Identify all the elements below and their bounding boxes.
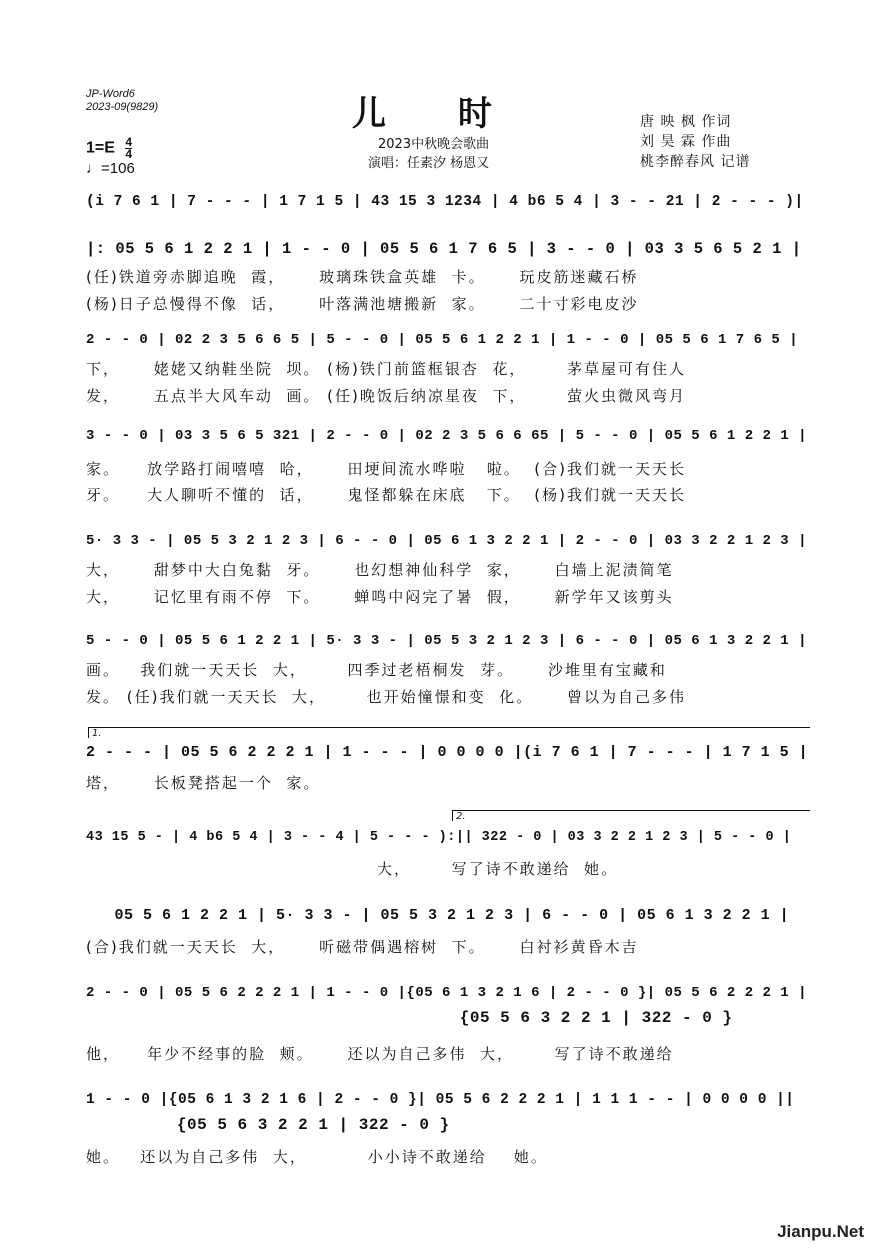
key-label: 1=E — [86, 139, 115, 157]
notation-row-1: |: 05 5 6 1 2 2 1 | 1 - - 0 | 05 5 6 1 7 6 5 | 3 - - 0 | 03 3 5 6 5 2 1 | — [86, 240, 802, 258]
credit-lyricist: 唐 映 枫 作词 — [640, 114, 732, 130]
subtitle: 2023中秋晚会歌曲 — [378, 137, 490, 152]
key-signature — [86, 137, 132, 160]
notation-row-9: 2 - - 0 | 05 5 6 2 2 2 1 | 1 - - 0 |{05 6 1 3 2 1 6 | 2 - - 0 }| 05 5 6 2 2 2 1 | — [86, 985, 808, 1001]
notation-row-5: 5 - - 0 | 05 5 6 1 2 2 1 | 5· 3 3 - | 05 5 3 2 1 2 3 | 6 - - 0 | 05 6 1 3 2 2 1 | — [86, 633, 808, 649]
lyric-row-7a: 大， 写了诗不敢递给 她。 — [86, 860, 619, 878]
lyric-row-2a: 下， 姥姥又纳鞋坐院 坝。 (杨)铁门前篮框银杏 花， 茅草屋可有住人 — [86, 360, 686, 378]
lyric-row-3a: 家。 放学路打闹嘻嘻 哈， 田埂间流水哗啦 啦。 (合)我们就一天天长 — [86, 460, 686, 478]
lyric-row-5a: 画。 我们就一天天长 大， 四季过老梧桐发 芽。 沙堆里有宝藏和 — [86, 661, 667, 679]
version-label: 2023-09(9829) — [86, 101, 159, 113]
performers: 演唱：任素汐 杨恩又 — [368, 156, 490, 171]
lyric-row-1a: (任)铁道旁赤脚追晚 霞， 玻璃珠铁盒英雄 卡。 玩皮筋迷藏石桥 — [86, 268, 639, 286]
lyric-row-8a: (合)我们就一天天长 大， 听磁带偶遇榕树 下。 白衬衫黄昏木吉 — [86, 938, 639, 956]
time-sig-top: 4 — [125, 135, 133, 149]
software-label: JP-Word6 — [86, 88, 135, 100]
volta-bracket-2: 2. — [452, 810, 810, 821]
lyric-row-5b: 发。 (任)我们就一天天长 大， 也开始憧憬和变 化。 曾以为自己多伟 — [86, 688, 686, 706]
notation-row-0: (i 7 6 1 | 7 - - - | 1 7 1 5 | 43 15 3 1234 | 4 b6 5 4 | 3 - - 21 | 2 - - - )| — [86, 194, 804, 210]
song-title: 儿 时 — [352, 94, 522, 134]
credits — [640, 112, 750, 172]
time-sig-bottom: 4 — [125, 147, 133, 161]
lyric-row-2b: 发， 五点半大风车动 画。 (任)晚饭后纳凉星夜 下， 萤火虫微风弯月 — [86, 387, 686, 405]
notation-row-10: 1 - - 0 |{05 6 1 3 2 1 6 | 2 - - 0 }| 05 5 6 2 2 2 1 | 1 1 1 - - | 0 0 0 0 || — [86, 1092, 795, 1108]
notation-row-7: 43 15 5 - | 4 b6 5 4 | 3 - - 4 | 5 - - - ):|| 322 - 0 | 03 3 2 2 1 2 3 | 5 - - 0 | — [86, 830, 792, 845]
lyric-row-10a: 她。 还以为自己多伟 大， 小小诗不敢递给 她。 — [86, 1148, 548, 1166]
notation-row-9-lower: {05 5 6 3 2 2 1 | 322 - 0 } — [86, 1009, 733, 1027]
notation-row-6: 2 - - - | 05 5 6 2 2 2 1 | 1 - - - | 0 0 0 0 |(i 7 6 1 | 7 - - - | 1 7 1 5 | — [86, 744, 809, 761]
notation-row-10-lower: {05 5 6 3 2 2 1 | 322 - 0 } — [86, 1116, 450, 1134]
lyric-row-1b: (杨)日子总慢得不像 话， 叶落满池塘搬新 家。 二十寸彩电皮沙 — [86, 295, 639, 313]
credit-transcriber: 桃李醉春风 记谱 — [640, 154, 751, 170]
notation-row-8: 05 5 6 1 2 2 1 | 5· 3 3 - | 05 5 3 2 1 2 3 | 6 - - 0 | 05 6 1 3 2 2 1 | — [86, 907, 790, 924]
lyric-row-9a: 他， 年少不经事的脸 颊。 还以为自己多伟 大， 写了诗不敢递给 — [86, 1045, 674, 1063]
lyric-row-3b: 牙。 大人聊听不懂的 话， 鬼怪都躲在床底 下。 (杨)我们就一天天长 — [86, 486, 686, 504]
notation-row-2: 2 - - 0 | 02 2 3 5 6 6 5 | 5 - - 0 | 05 5 6 1 2 2 1 | 1 - - 0 | 05 5 6 1 7 6 5 | — [86, 332, 799, 348]
lyric-row-4a: 大， 甜梦中大白兔黏 牙。 也幻想神仙科学 家， 白墙上泥渍简笔 — [86, 561, 674, 579]
time-signature — [125, 137, 132, 160]
lyric-row-4b: 大， 记忆里有雨不停 下。 蝉鸣中闷完了暑 假， 新学年又该剪头 — [86, 588, 674, 606]
volta-bracket-1: 1. — [88, 727, 810, 738]
notation-row-4: 5· 3 3 - | 05 5 3 2 1 2 3 | 6 - - 0 | 05 6 1 3 2 2 1 | 2 - - 0 | 03 3 2 2 1 2 3 | — [86, 533, 808, 549]
credit-composer: 刘 昊 霖 作曲 — [640, 134, 732, 150]
lyric-row-6a: 塔， 长板凳搭起一个 家。 — [86, 774, 321, 792]
site-watermark: Jianpu.Net — [777, 1222, 864, 1241]
notation-row-3: 3 - - 0 | 03 3 5 6 5 321 | 2 - - 0 | 02 2 3 5 6 6 65 | 5 - - 0 | 05 5 6 1 2 2 1 | — [86, 428, 808, 444]
tempo-marking: ♩=106 — [86, 160, 135, 177]
